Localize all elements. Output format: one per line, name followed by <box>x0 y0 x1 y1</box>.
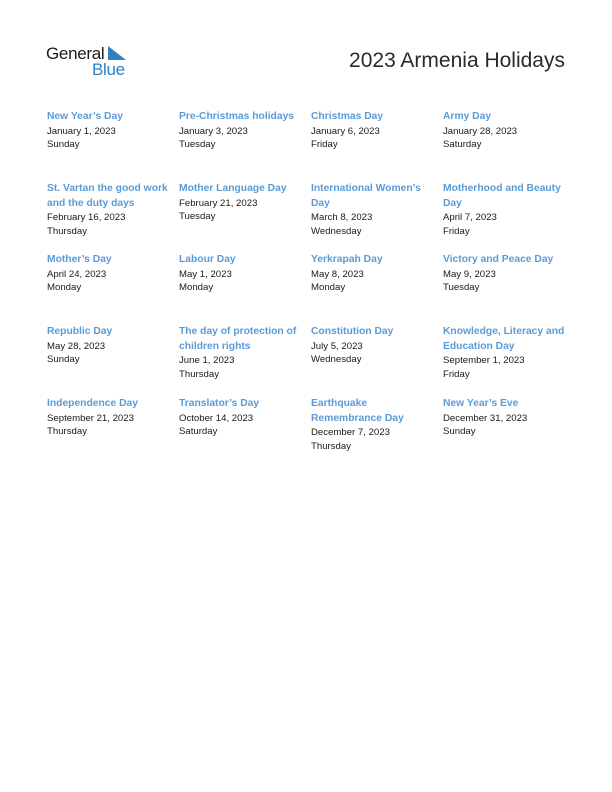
holiday-name: Republic Day <box>47 326 113 337</box>
holiday-entry <box>179 253 311 325</box>
holiday-weekday: Saturday <box>443 139 482 150</box>
brand-name-blue: Blue <box>92 60 125 79</box>
holiday-weekday: Tuesday <box>179 211 216 222</box>
holiday-name: Knowledge, Literacy and Education Day <box>443 326 565 352</box>
holiday-weekday: Friday <box>311 139 338 150</box>
holiday-date: March 8, 2023 <box>311 212 373 223</box>
holiday-date: January 6, 2023 <box>311 125 380 137</box>
holiday-date: February 16, 2023 <box>47 212 126 223</box>
holiday-weekday: Friday <box>443 368 470 380</box>
holiday-entry <box>311 253 443 325</box>
page-title: 2023 Armenia Holidays <box>349 49 565 72</box>
holiday-entry <box>311 110 443 182</box>
holiday-weekday: Tuesday <box>443 282 480 293</box>
holiday-entry <box>47 182 179 253</box>
holiday-name: International Women’s Day <box>311 183 421 209</box>
holiday-name: Earthquake Remembrance Day <box>311 398 404 424</box>
holiday-weekday: Sunday <box>47 139 80 150</box>
brand-logo <box>46 44 136 80</box>
holiday-name: Victory and Peace Day <box>443 254 554 265</box>
holiday-entry <box>311 397 443 457</box>
holiday-date: January 28, 2023 <box>443 125 518 137</box>
holiday-name: Labour Day <box>179 254 236 265</box>
holiday-name: Translator’s Day <box>179 398 260 409</box>
holiday-date: July 5, 2023 <box>311 340 363 352</box>
holiday-date: May 28, 2023 <box>47 340 106 352</box>
holiday-date: January 1, 2023 <box>47 125 116 137</box>
holiday-name: Constitution Day <box>311 326 394 337</box>
holiday-entry <box>443 397 575 457</box>
holiday-entry <box>311 182 443 253</box>
holiday-grid <box>47 110 575 457</box>
holiday-date: May 1, 2023 <box>179 268 232 280</box>
flag-icon <box>108 46 126 60</box>
holiday-entry <box>443 253 575 325</box>
holiday-name: Pre-Christmas holidays <box>179 111 295 122</box>
holiday-date: April 7, 2023 <box>443 212 497 223</box>
holiday-entry <box>179 325 311 397</box>
holiday-name: Army Day <box>443 111 492 122</box>
holiday-entry <box>179 182 311 253</box>
holiday-name: Mother’s Day <box>47 254 112 265</box>
holiday-name: New Year’s Eve <box>443 398 519 409</box>
holiday-weekday: Saturday <box>179 426 218 437</box>
brand-name-general: General <box>46 44 105 63</box>
holiday-name: Motherhood and Beauty Day <box>443 183 561 209</box>
holiday-weekday: Wednesday <box>311 225 362 237</box>
holiday-name: Christmas Day <box>311 111 384 122</box>
holiday-weekday: Friday <box>443 225 470 237</box>
holiday-date: September 21, 2023 <box>47 412 134 424</box>
holiday-name: Mother Language Day <box>179 183 287 194</box>
holiday-date: June 1, 2023 <box>179 355 235 366</box>
holiday-name: Independence Day <box>47 398 138 409</box>
holiday-weekday: Sunday <box>443 426 476 437</box>
holiday-weekday: Monday <box>311 282 346 293</box>
holiday-weekday: Sunday <box>47 354 80 365</box>
holiday-entry <box>47 397 179 457</box>
holiday-date: September 1, 2023 <box>443 355 525 366</box>
holiday-date: February 21, 2023 <box>179 197 258 209</box>
holiday-entry <box>47 325 179 397</box>
holiday-weekday: Wednesday <box>311 354 362 365</box>
holiday-weekday: Thursday <box>47 225 87 237</box>
holiday-weekday: Thursday <box>311 440 351 452</box>
holiday-name: New Year’s Day <box>47 111 123 122</box>
holiday-entry <box>443 182 575 253</box>
holiday-date: December 31, 2023 <box>443 412 528 424</box>
holiday-entry <box>443 110 575 182</box>
holiday-date: May 9, 2023 <box>443 268 496 280</box>
holiday-weekday: Thursday <box>47 426 87 437</box>
holiday-weekday: Thursday <box>179 368 219 380</box>
holiday-name: St. Vartan the good work and the duty days <box>47 183 168 209</box>
holiday-weekday: Monday <box>179 282 214 293</box>
holiday-entry <box>47 253 179 325</box>
holiday-weekday: Tuesday <box>179 139 216 150</box>
holiday-entry <box>311 325 443 397</box>
holiday-weekday: Monday <box>47 282 82 293</box>
holiday-date: October 14, 2023 <box>179 412 254 424</box>
holiday-date: December 7, 2023 <box>311 427 390 438</box>
holiday-name: The day of protection of children rights <box>179 326 297 352</box>
holiday-date: April 24, 2023 <box>47 268 107 280</box>
holiday-entry <box>179 110 311 182</box>
holiday-name: Yerkrapah Day <box>311 254 383 265</box>
holiday-entry <box>179 397 311 457</box>
holiday-entry <box>443 325 575 397</box>
holiday-date: May 8, 2023 <box>311 268 364 280</box>
holiday-date: January 3, 2023 <box>179 125 248 137</box>
holiday-entry <box>47 110 179 182</box>
